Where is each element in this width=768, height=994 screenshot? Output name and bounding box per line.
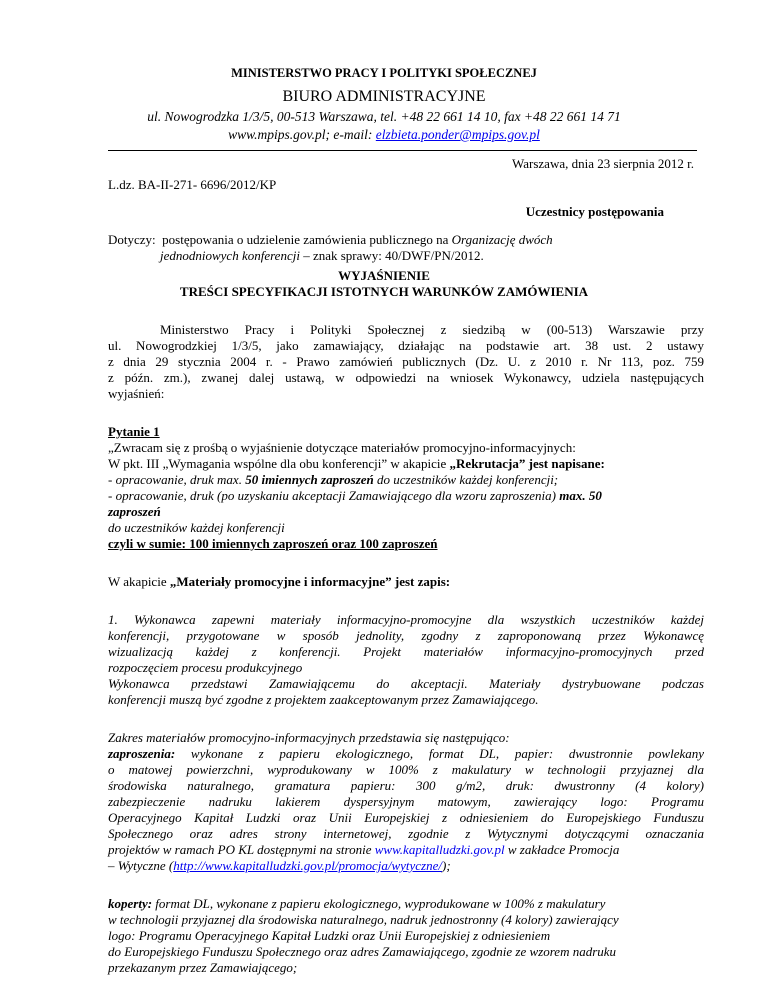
invitations-line <box>108 858 451 874</box>
invitations-text: ); <box>441 858 451 873</box>
envelopes-label: koperty: <box>108 896 153 911</box>
question-line <box>108 488 704 504</box>
invitations-text: – Wytyczne ( <box>108 858 174 873</box>
question-summary: czyli w sumie: 100 imiennych zaproszeń oraz 100 zaproszeń <box>108 536 438 551</box>
question-line: „Zwracam się z prośbą o wyjaśnienie dotyczące materiałów promocyjno-informacyjnych: <box>108 440 576 455</box>
materials-line: wizualizacją każdej z konferencji. Projekt materiałów informacyjno-promocyjnych przed <box>108 644 704 659</box>
question-line: zaproszeń <box>108 504 161 519</box>
question-text: - opracowanie, druk (po uzyskaniu akceptacji Zamawiającego dla wzoru zaproszenia) <box>108 488 560 503</box>
ministry-name: MINISTERSTWO PRACY I POLITYKI SPOŁECZNEJ <box>231 66 537 80</box>
doc-title-2: TREŚCI SPECYFIKACJI ISTOTNYCH WARUNKÓW ZAMÓWIENIA <box>179 284 589 299</box>
subject-text: postępowania o udzielenie zamówienia publicznego na <box>162 232 452 247</box>
materials-intro-text: W akapicie <box>108 574 170 589</box>
materials-line: konferencji, przygotowane w sposób jednolity, zgodny z zaproponowaną przez Wykonawcę <box>108 628 704 643</box>
subject-case-number: – znak sprawy: 40/DWF/PN/2012. <box>299 248 484 263</box>
question-line <box>108 456 605 472</box>
materials-intro-bold: „Materiały promocyjne i informacyjne” jest zapis: <box>169 574 451 589</box>
guidelines-link[interactable]: http://www.kapitalludzki.gov.pl/promocja/wytyczne/ <box>173 858 442 873</box>
materials-intro <box>108 574 450 590</box>
subject-title: Organizację dwóch <box>451 232 553 247</box>
invitations-line: zabezpieczenie nadruku lakierem dyspersyjnym matowym, zawierający logo: Programu <box>108 794 704 809</box>
intro-line: z dnia 29 stycznia 2004 r. - Prawo zamówień publicznych (Dz. U. z 2010 r. Nr 113, poz. 759 <box>108 354 704 369</box>
subject-title-cont: jednodniowych konferencji <box>160 248 300 263</box>
question-line <box>108 472 558 488</box>
reference-number: L.dz. BA-II-271- 6696/2012/KP <box>108 177 277 192</box>
envelopes-line: logo: Programu Operacyjnego Kapitał Ludzki oraz Unii Europejskiej z odniesieniem <box>108 928 551 943</box>
subject-line-1 <box>108 232 704 248</box>
invitations-line <box>108 746 704 762</box>
header-address: ul. Nowogrodzka 1/3/5, 00-513 Warszawa, tel. +48 22 661 14 10, fax +48 22 661 14 71 <box>147 109 621 124</box>
subject-label: Dotyczy: <box>108 232 156 247</box>
invitations-line: o matowej powierzchni, wyprodukowany w 100% z makulatury w technologii przyjaznej dla <box>108 762 704 777</box>
envelopes-line <box>108 896 605 912</box>
envelopes-line: do Europejskiego Funduszu Społecznego oraz adres Zamawiającego, zgodnie ze wzorem nadruku <box>108 944 617 959</box>
intro-line: wyjaśnień: <box>108 386 165 401</box>
intro-line: z późn. zm.), zwanej dalej ustawą, w odpowiedzi na wniosek Wykonawcy, udziela następujących <box>108 370 704 385</box>
invitations-line <box>108 842 619 858</box>
envelopes-line: w technologii przyjaznej dla środowiska naturalnego, nadruk jednostronny (4 kolory) zawierający <box>108 912 619 927</box>
question-heading: Pytanie 1 <box>108 424 160 439</box>
scope-line: Zakres materiałów promocyjno-informacyjnych przedstawia się następująco: <box>108 730 510 745</box>
bureau-name: BIURO ADMINISTRACYJNE <box>282 88 486 105</box>
materials-line: rozpoczęciem procesu produkcyjnego <box>108 660 303 675</box>
invitations-label: zaproszenia: <box>108 746 176 761</box>
materials-line: 1. Wykonawca zapewni materiały informacyjno-promocyjne dla wszystkich uczestników każdej <box>108 612 704 627</box>
envelopes-text: format DL, wykonane z papieru ekologicznego, wyprodukowane w 100% z makulatury <box>152 896 606 911</box>
invitations-line: środowiska naturalnego, gramatura papieru: 300 g/m2, druk: dwustronny (4 kolory) <box>108 778 704 793</box>
question-text: do uczestników każdej konferencji; <box>373 472 559 487</box>
doc-title-1: WYJAŚNIENIE <box>338 268 430 283</box>
subject-line-2 <box>160 248 484 264</box>
intro-line: ul. Nowogrodzkiej 1/3/5, jako zamawiający, działając na podstawie art. 38 ust. 2 ustawy <box>108 338 704 353</box>
envelopes-line: przekazanym przez Zamawiającego; <box>108 960 298 975</box>
intro-line: Ministerstwo Pracy i Polityki Społecznej z siedzibą w (00-513) Warszawie przy <box>160 322 704 337</box>
header-web: www.mpips.gov.pl; e-mail: <box>228 127 376 142</box>
question-text: W pkt. III „Wymagania wspólne dla obu konferencji” w akapicie <box>108 456 450 471</box>
question-line: do uczestników każdej konferencji <box>108 520 285 535</box>
materials-line: konferencji muszą być zgodne z projektem zaakceptowanym przez Zamawiającego. <box>108 692 539 707</box>
recipients: Uczestnicy postępowania <box>525 204 664 219</box>
materials-line: Wykonawca przedstawi Zamawiającemu do akceptacji. Materiały dystrybuowane podczas <box>108 676 704 691</box>
invitations-text: wykonane z papieru ekologicznego, format DL, papier: dwustronnie powlekany <box>175 746 704 761</box>
question-bold: „Rekrutacja” jest napisane: <box>449 456 605 471</box>
kapitalludzki-link[interactable]: www.kapitalludzki.gov.pl <box>374 842 505 857</box>
question-bold: 50 imiennych zaproszeń <box>245 472 374 487</box>
place-date: Warszawa, dnia 23 sierpnia 2012 r. <box>512 156 694 171</box>
email-link[interactable]: elzbieta.ponder@mpips.gov.pl <box>375 127 540 142</box>
invitations-line: Operacyjnego Kapitał Ludzki oraz Unii Europejskiej z odniesieniem do Europejskiego Funduszu <box>108 810 704 825</box>
header-contact <box>0 127 768 143</box>
question-bold: max. 50 <box>559 488 602 503</box>
invitations-text: projektów w ramach PO KL dostępnymi na stronie <box>108 842 375 857</box>
question-text: - opracowanie, druk max. <box>108 472 246 487</box>
invitations-text: w zakładce Promocja <box>504 842 620 857</box>
invitations-line: Społecznego oraz adres strony internetowej, zgodnie z Wytycznymi dotyczącymi oznaczania <box>108 826 704 841</box>
header-divider <box>108 150 697 151</box>
